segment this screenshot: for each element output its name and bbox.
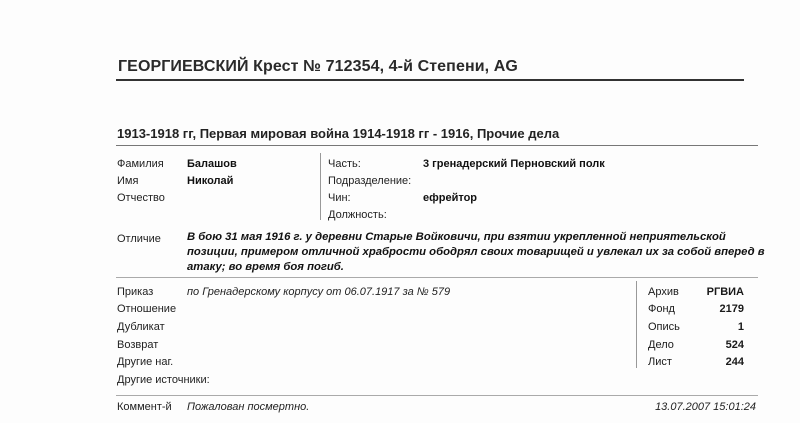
comment-label: Коммент-й <box>117 401 172 413</box>
rank-label: Чин: <box>328 192 351 204</box>
title-rule <box>116 79 744 81</box>
list-label: Лист <box>648 356 672 368</box>
distinction-text: В бою 31 мая 1916 г. у деревни Старые Войковичи, при взятии укрепленной неприятельской позиции, примером отличной храбрости ободрял своих товарищей и увлекал их за собой вперед в атаку; во время боя погиб. <box>187 231 765 273</box>
timestamp: 13.07.2007 15:01:24 <box>655 401 756 413</box>
other-awards-label: Другие наг. <box>117 356 174 368</box>
opis-label: Опись <box>648 321 680 333</box>
duplicate-label: Дубликат <box>117 321 165 333</box>
position-label: Должность: <box>328 209 387 221</box>
order-value: по Гренадерскому корпусу от 06.07.1917 за № 579 <box>187 286 451 298</box>
name-label: Имя <box>117 175 139 187</box>
list-value: 244 <box>725 356 744 368</box>
section-rule <box>116 145 758 146</box>
divider-comment <box>116 395 758 396</box>
opis-value: 1 <box>737 321 744 333</box>
relation-label: Отношение <box>117 303 177 315</box>
surname-value: Балашов <box>187 158 237 170</box>
name-value: Николай <box>187 175 234 187</box>
unit-value: 3 гренадерский Перновский полк <box>423 158 605 170</box>
surname-label: Фамилия <box>117 158 164 170</box>
archive-label: Архив <box>648 286 679 298</box>
page-title: ГЕОРГИЕВСКИЙ Крест № 712354, 4-й Степени, AG <box>118 58 518 75</box>
order-label: Приказ <box>117 286 154 298</box>
return-label: Возврат <box>117 339 159 351</box>
fond-label: Фонд <box>648 303 675 315</box>
section-heading: 1913-1918 гг, Первая мировая война 1914-1918 гг - 1916, Прочие дела <box>117 126 560 141</box>
column-divider <box>320 153 321 220</box>
divider-documents <box>116 277 758 278</box>
comment-value: Пожалован посмертно. <box>187 401 310 413</box>
unit-label: Часть: <box>328 158 361 170</box>
distinction-label: Отличие <box>117 233 161 245</box>
delo-value: 524 <box>725 339 744 351</box>
delo-label: Дело <box>648 339 674 351</box>
patronymic-label: Отчество <box>117 192 165 204</box>
other-sources-label: Другие источники: <box>117 374 210 386</box>
rank-value: ефрейтор <box>423 192 478 204</box>
subunit-label: Подразделение: <box>328 175 412 187</box>
archive-value: РГВИА <box>706 286 744 298</box>
fond-value: 2179 <box>719 303 744 315</box>
